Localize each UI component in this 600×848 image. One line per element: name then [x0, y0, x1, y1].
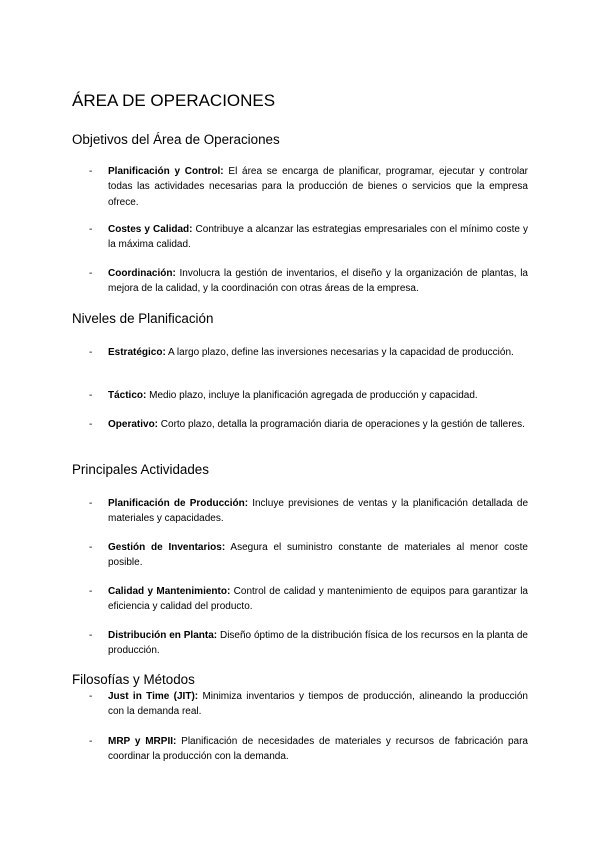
list-bullet: -: [89, 736, 93, 747]
list-bullet: -: [89, 347, 93, 358]
list-item-description: Corto plazo, detalla la programación diaria de operaciones y la gestión de talleres.: [158, 419, 525, 430]
list-item-description: El área se encarga de planificar, programar, ejecutar y controlar todas las actividades necesarias para la producción de bienes o servicios que la empresa ofrece.: [108, 166, 528, 208]
list-item-description: Incluye previsiones de ventas y la planificación detallada de materiales y capacidades.: [108, 498, 529, 525]
list-bullet: -: [89, 166, 93, 177]
list-item: [72, 628, 528, 659]
section-heading-actividades: Principales Actividades: [72, 462, 209, 477]
section-heading-filosofias: Filosofías y Métodos: [72, 672, 195, 687]
section-heading-objetivos: Objetivos del Área de Operaciones: [72, 132, 280, 147]
section-heading-niveles: Niveles de Planificación: [72, 311, 214, 326]
list-item-term: Costes y Calidad:: [108, 224, 193, 235]
list-item-term: Táctico:: [108, 390, 147, 401]
list-item-term: Coordinación:: [108, 268, 176, 279]
list-bullet: -: [89, 268, 93, 279]
list-item-description: Involucra la gestión de inventarios, el diseño y la organización de plantas, la mejora de la calidad, y la coordinación con otras áreas de la empresa.: [108, 268, 528, 295]
list-item-term: Estratégico:: [108, 347, 166, 358]
list-item-text: [108, 628, 528, 659]
list-item-term: Planificación de Producción:: [108, 498, 249, 509]
list-item-description: Planificación de necesidades de materiales y recursos de fabricación para coordinar la producción con la demanda.: [108, 736, 528, 763]
list-item-text: [108, 689, 528, 720]
list-item-term: Operativo:: [108, 419, 159, 430]
list-item-description: Minimiza inventarios y tiempos de producción, alineando la producción con la demanda real.: [108, 691, 528, 718]
list-item-text: [108, 222, 528, 253]
list-item-description: Control de calidad y mantenimiento de equipos para garantizar la eficiencia y calidad del producto.: [108, 586, 528, 613]
list-item-text: [108, 584, 528, 615]
list-item-description: Diseño óptimo de la distribución física de los recursos en la planta de producción.: [108, 630, 528, 657]
list-item: [72, 734, 528, 765]
list-item: [72, 266, 528, 297]
list-item-term: Distribución en Planta:: [108, 630, 218, 641]
page-title: ÁREA DE OPERACIONES: [72, 91, 276, 110]
list-item: [72, 164, 528, 210]
list-item-text: [108, 417, 528, 432]
list-item: [72, 417, 528, 432]
list-item-description: Asegura el suministro constante de materiales al menor coste posible.: [108, 542, 528, 569]
list-item-description: Contribuye a alcanzar las estrategias empresariales con el mínimo coste y la máxima calidad.: [108, 224, 528, 251]
list-bullet: -: [89, 630, 93, 641]
list-bullet: -: [89, 542, 93, 553]
list-item-term: Gestión de Inventarios:: [108, 542, 226, 553]
list-item: [72, 496, 528, 527]
list-item-term: Planificación y Control:: [108, 166, 224, 177]
list-item-term: MRP y MRPII:: [108, 736, 177, 747]
list-bullet: -: [89, 498, 93, 509]
list-item: [72, 222, 528, 253]
list-bullet: -: [89, 691, 93, 702]
list-item-text: [108, 734, 528, 765]
list-item: [72, 584, 528, 615]
list-item-description: A largo plazo, define las inversiones necesarias y la capacidad de producción.: [165, 347, 514, 358]
list-item-term: Calidad y Mantenimiento:: [108, 586, 231, 597]
list-item-term: Just in Time (JIT):: [108, 691, 199, 702]
list-item-text: [108, 496, 528, 527]
list-item: [72, 540, 528, 571]
list-bullet: -: [89, 586, 93, 597]
list-bullet: -: [89, 390, 93, 401]
list-item-description: Medio plazo, incluye la planificación agregada de producción y capacidad.: [146, 390, 478, 401]
list-item-text: [108, 388, 528, 403]
list-item-text: [108, 266, 528, 297]
list-item: [72, 345, 528, 360]
list-item-text: [108, 540, 528, 571]
list-bullet: -: [89, 419, 93, 430]
list-item: [72, 388, 528, 403]
list-bullet: -: [89, 224, 93, 235]
list-item-text: [108, 164, 528, 210]
list-item: [72, 689, 528, 720]
list-item-text: [108, 345, 528, 360]
